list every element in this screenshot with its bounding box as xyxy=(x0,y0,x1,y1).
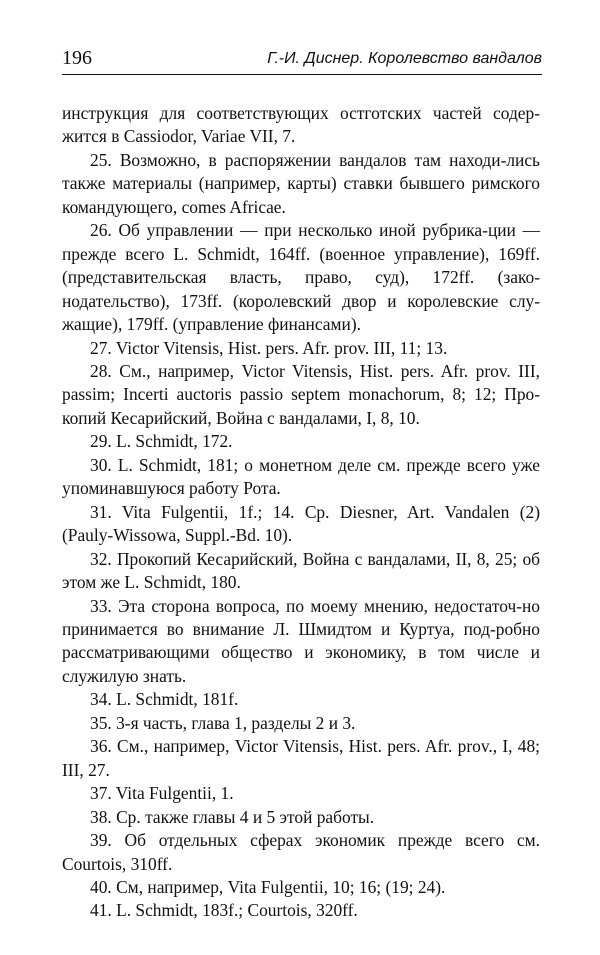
note-continuation: инструкция для соответствующих остготских частей содер-жится в Cassiodor, Variae VII, 7. xyxy=(62,103,540,147)
note-25: 25. Возможно, в распоряжении вандалов там находи-лись также материалы (например, карты) ставки бывшего римского командующего, comes Africae. xyxy=(62,149,540,217)
note-30: 30. L. Schmidt, 181; о монетном деле см. прежде всего уже упоминавшуюся работу Рота. xyxy=(62,454,540,499)
note-37: 37. Vita Fulgentii, 1. xyxy=(90,783,234,804)
note-35: 35. 3-я часть, глава 1, разделы 2 и 3. xyxy=(90,712,356,733)
note-36: 36. См., например, Victor Vitensis, Hist. pers. Afr. prov., I, 48; III, 27. xyxy=(62,736,540,780)
note-27: 27. Victor Vitensis, Hist. pers. Afr. prov. III, 11; 13. xyxy=(90,337,448,358)
note-33: 33. Эта сторона вопроса, по моему мнению, недостаточ-но принимается во внимание Л. Шмидтом и Куртуа, под-робно рассматривающими общество и экономику, в том числе и служилую знать. xyxy=(62,595,540,686)
header-rule xyxy=(62,74,542,75)
note-39: 39. Об отдельных сферах экономик прежде всего см. Courtois, 310ff. xyxy=(62,830,540,874)
note-32: 32. Прокопий Кесарийский, Война с вандалами, II, 8, 25; об этом же L. Schmidt, 180. xyxy=(62,548,540,593)
page-number: 196 xyxy=(62,47,92,69)
page-header xyxy=(62,46,542,72)
note-38: 38. Ср. также главы 4 и 5 этой работы. xyxy=(90,806,375,827)
note-28: 28. См., например, Victor Vitensis, Hist. pers. Afr. prov. III, passim; Incerti auctoris passio septem monachorum, 8; 12; Про-копий Кесарийский, Война с вандалами, I, 8, 10. xyxy=(62,360,540,428)
note-34: 34. L. Schmidt, 181f. xyxy=(90,689,239,710)
note-31: 31. Vita Fulgentii, 1f.; 14. Ср. Diesner, Art. Vandalen (2) (Pauly-Wissowa, Suppl.-Bd. 10). xyxy=(62,501,540,546)
note-26: 26. Об управлении — при несколько иной рубрика-ции — прежде всего L. Schmidt, 164ff. (военное управление), 169ff. (представительская власть, право, суд), 172ff. (зако-нодательство), 173ff. (королевский двор и королевские слу-жащие), 179ff. (управление финансами). xyxy=(62,220,540,335)
note-41: 41. L. Schmidt, 183f.; Courtois, 320ff. xyxy=(90,900,358,921)
notes-text xyxy=(62,102,540,923)
running-title: Г.-И. Диснер. Королевство вандалов xyxy=(267,50,542,67)
note-29: 29. L. Schmidt, 172. xyxy=(90,431,233,452)
note-40: 40. См, например, Vita Fulgentii, 10; 16; (19; 24). xyxy=(90,876,446,897)
